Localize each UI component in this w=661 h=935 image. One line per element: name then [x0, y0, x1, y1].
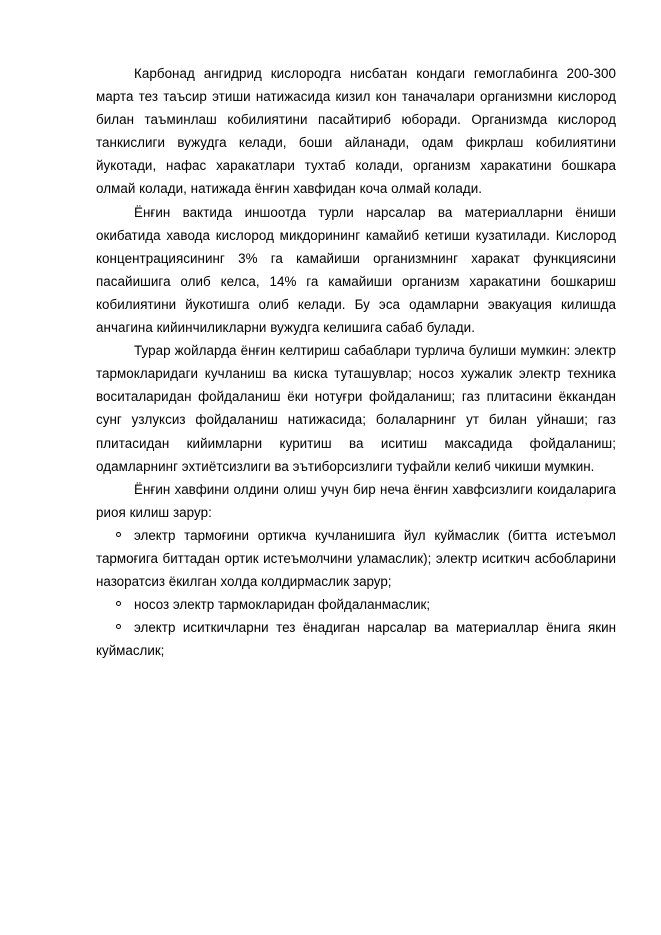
document-page [96, 62, 616, 662]
hollow-circle-bullet-icon [116, 601, 121, 606]
list-item-text: электр иситкичларни тез ёнадиган нарсалар ва материаллар ёнига якин куймаслик; [96, 620, 616, 659]
safety-rules-list [96, 524, 616, 663]
list-item [96, 593, 616, 616]
list-item-text: носоз электр тармокларидан фойдаланмаслик; [134, 597, 431, 613]
paragraph-safety-rules-intro: Ёнғин хавфини олдини олиш учун бир неча ёнғин хавфсизлиги коидаларига риоя килиш зарур: [96, 481, 616, 520]
paragraph-carbon-monoxide: Карбонад ангидрид кислородга нисбатан кондаги гемоглабинга 200-300 марта тез таъсир этиши натижасида кизил кон таначалари организмни кислород билан таъминлаш кобилиятини пасайтириб юборади. Организмда кислород танкислиги вужудга келади, боши айланади, одам фикрлаш кобилиятини йукотади, нафас харакатлари тухтаб колади, организм харакатини бошкара олмай колади, натижада ёнғин хавфидан коча олмай колади. [96, 66, 616, 197]
hollow-circle-bullet-icon [116, 532, 121, 537]
list-item-text: электр тармоғини ортикча кучланишига йул куймаслик (битта истеъмол тармоғига биттадан ортик истеъмолчини уламаслик); электр иситкич асбобларини назоратсиз ёкилган холда колдирмаслик зарур; [96, 527, 616, 590]
paragraph-oxygen-decrease: Ёнғин вактида иншоотда турли нарсалар ва материалларни ёниши окибатида хавода кислород микдорининг камайиб кетиши кузатилади. Кислород концентрациясининг 3% га камайиши организмнинг харакат функциясини пасайишига олиб келса, 14% га камайиши организм харакатини бошкариш кобилиятини йукотишга олиб келади. Бу эса одамларни эвакуация килишда анчагина кийинчиликларни вужудга келишига сабаб булади. [96, 204, 616, 336]
paragraph-fire-causes: Турар жойларда ёнғин келтириш сабаблари турлича булиши мумкин: электр тармокларидаги кучланиш ва киска туташувлар; носоз хужалик электр техника воситаларидан фойдаланиш ёки нотуғри фойдаланиш; газ плитасини ёккандан сунг узлуксиз фойдаланиш натижасида; болаларнинг ут билан уйнаши; газ плитасидан кийимларни куритиш ва иситиш максадида фойдаланиш; одамларнинг эхтиётсизлиги ва эътиборсизлиги туфайли келиб чикиши мумкин. [96, 343, 616, 474]
hollow-circle-bullet-icon [116, 624, 121, 629]
list-item [96, 524, 616, 593]
list-item [96, 616, 616, 662]
